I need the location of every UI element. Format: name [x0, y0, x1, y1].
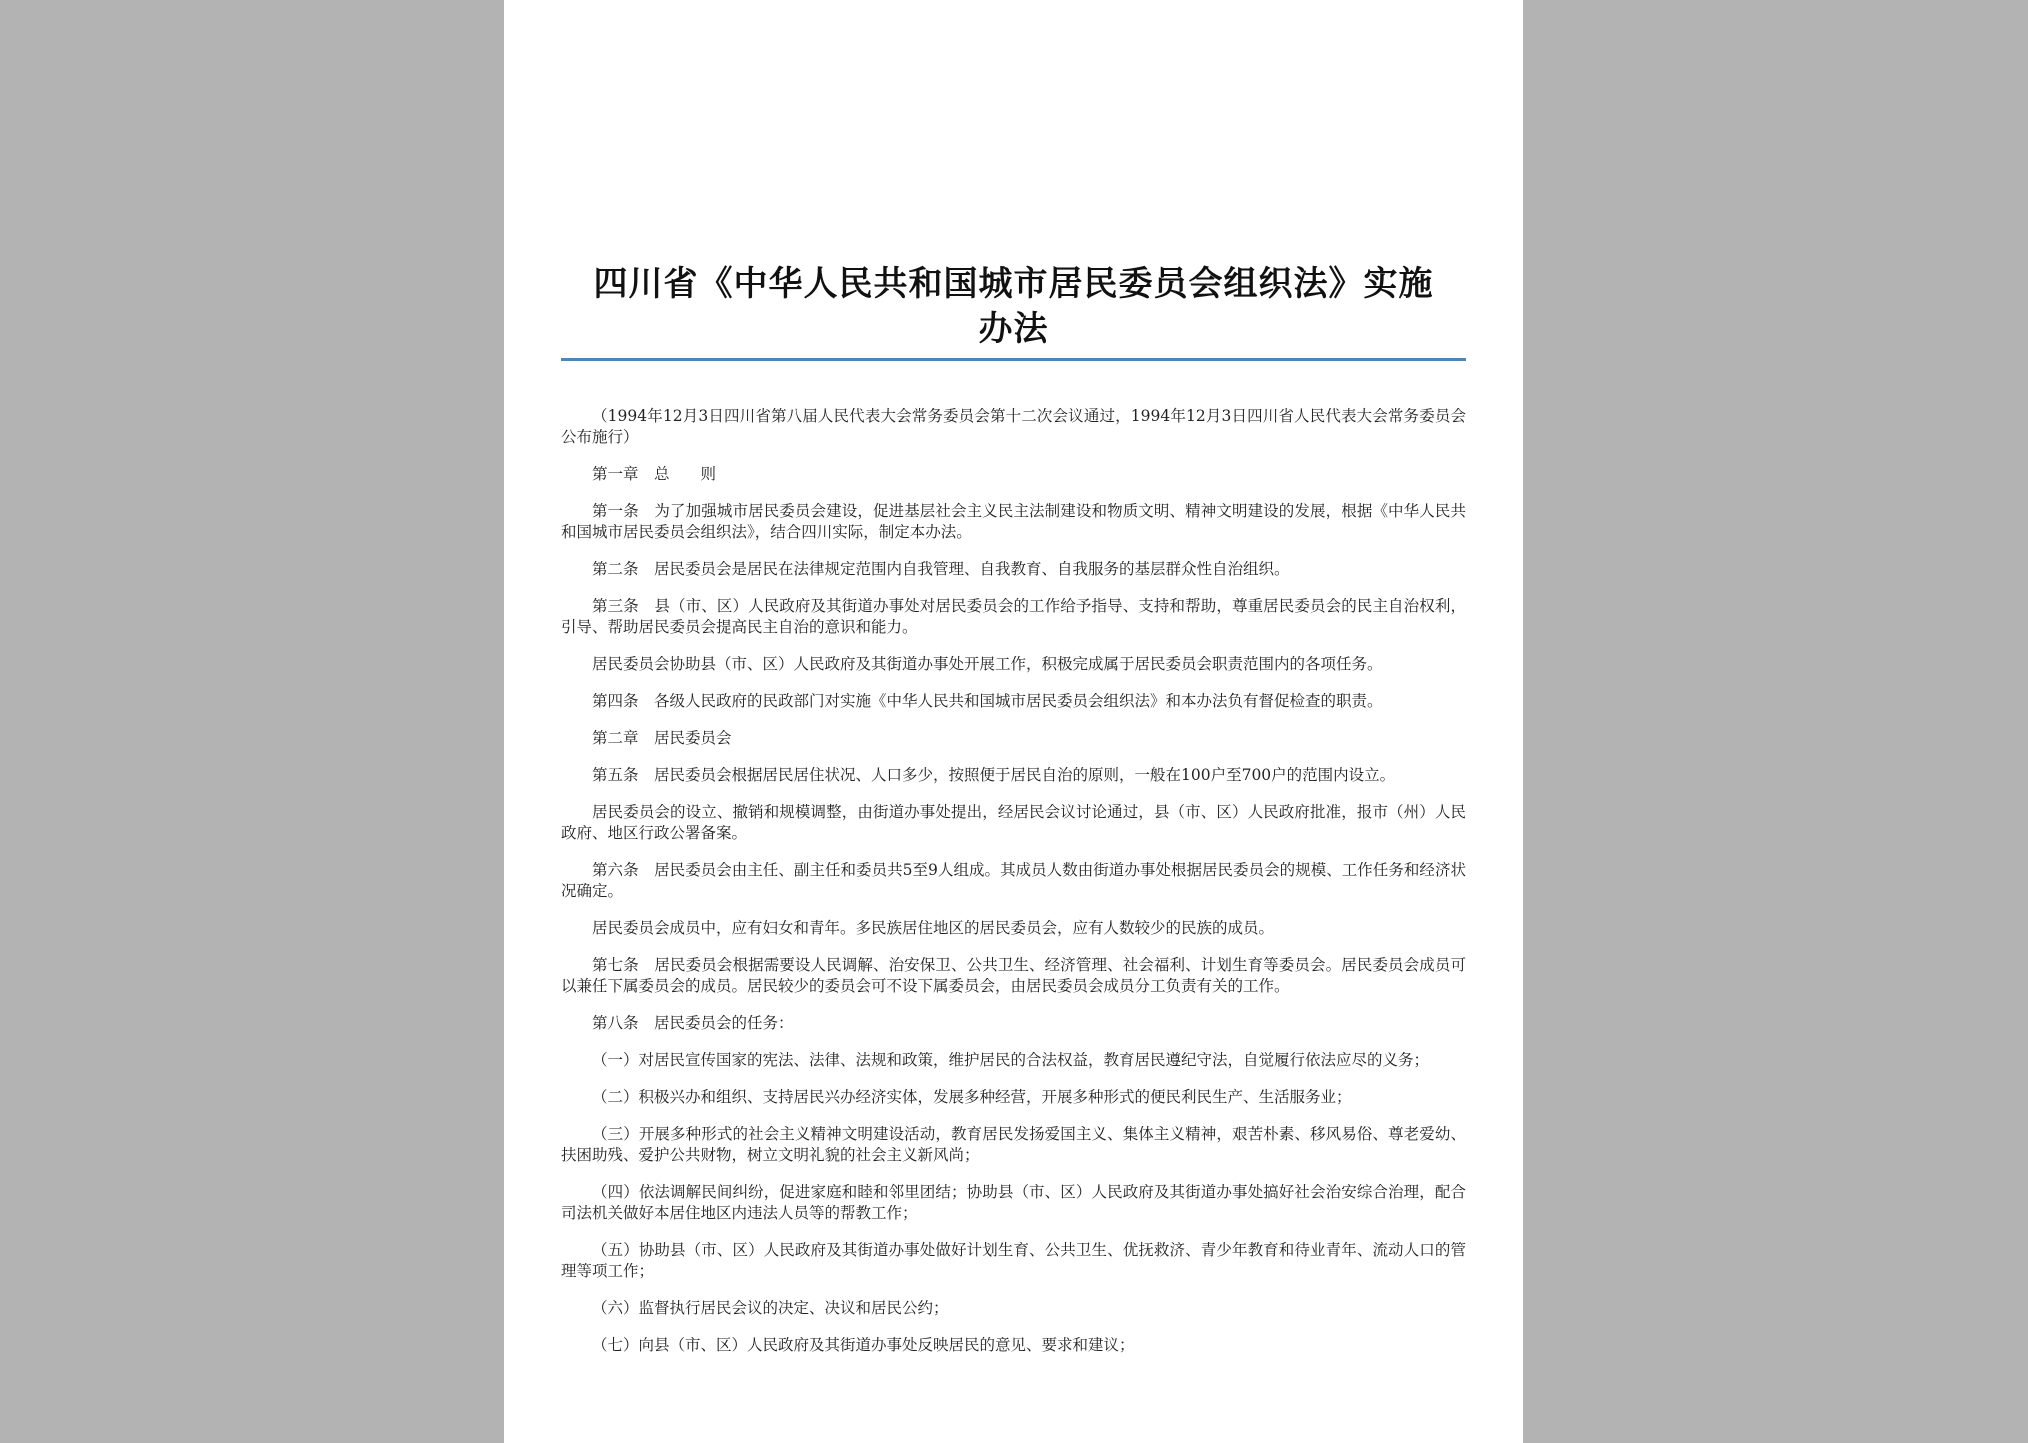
enactment-note: （1994年12月3日四川省第八届人民代表大会常务委员会第十二次会议通过，1994年12月3日四川省人民代表大会常务委员会公布施行） — [561, 407, 1466, 446]
task-item: （二）积极兴办和组织、支持居民兴办经济实体，发展多种经营，开展多种形式的便民利民生产、生活服务业； — [592, 1088, 1352, 1106]
task-item: （五）协助县（市、区）人民政府及其街道办事处做好计划生育、公共卫生、优抚救济、青少年教育和待业青年、流动人口的管理等项工作； — [561, 1241, 1466, 1280]
document-page — [504, 0, 1523, 1443]
title-line-1: 四川省《中华人民共和国城市居民委员会组织法》实施 — [593, 264, 1434, 304]
document-body — [561, 406, 1466, 1372]
article-paragraph: 第六条 居民委员会由主任、副主任和委员共5至9人组成。其成员人数由街道办事处根据居民委员会的规模、工作任务和经济状况确定。 — [561, 861, 1466, 900]
article-paragraph: 第七条 居民委员会根据需要设人民调解、治安保卫、公共卫生、经济管理、社会福利、计划生育等委员会。居民委员会成员可以兼任下属委员会的成员。居民较少的委员会可不设下属委员会，由居民委员会成员分工负责有关的工作。 — [561, 956, 1466, 995]
article-paragraph: 居民委员会的设立、撤销和规模调整，由街道办事处提出，经居民会议讨论通过，县（市、区）人民政府批准，报市（州）人民政府、地区行政公署备案。 — [561, 803, 1466, 842]
title-divider — [561, 358, 1466, 361]
article-paragraph: 第八条 居民委员会的任务： — [592, 1014, 794, 1032]
article-paragraph: 第四条 各级人民政府的民政部门对实施《中华人民共和国城市居民委员会组织法》和本办法负有督促检查的职责。 — [592, 692, 1383, 710]
task-item: （七）向县（市、区）人民政府及其街道办事处反映居民的意见、要求和建议； — [592, 1336, 1135, 1354]
task-item: （三）开展多种形式的社会主义精神文明建设活动，教育居民发扬爱国主义、集体主义精神，艰苦朴素、移风易俗、尊老爱幼、扶困助残、爱护公共财物，树立文明礼貌的社会主义新风尚； — [561, 1125, 1466, 1164]
article-paragraph: 居民委员会协助县（市、区）人民政府及其街道办事处开展工作，积极完成属于居民委员会职责范围内的各项任务。 — [592, 655, 1383, 673]
task-item: （四）依法调解民间纠纷，促进家庭和睦和邻里团结；协助县（市、区）人民政府及其街道办事处搞好社会治安综合治理，配合司法机关做好本居住地区内违法人员等的帮教工作； — [561, 1183, 1466, 1222]
article-paragraph: 第三条 县（市、区）人民政府及其街道办事处对居民委员会的工作给予指导、支持和帮助，尊重居民委员会的民主自治权利，引导、帮助居民委员会提高民主自治的意识和能力。 — [561, 597, 1466, 636]
chapter-heading: 第二章 居民委员会 — [592, 729, 732, 747]
article-paragraph: 居民委员会成员中，应有妇女和青年。多民族居住地区的居民委员会，应有人数较少的民族的成员。 — [592, 919, 1275, 937]
chapter-heading: 第一章 总 则 — [592, 465, 717, 483]
article-paragraph: 第一条 为了加强城市居民委员会建设，促进基层社会主义民主法制建设和物质文明、精神文明建设的发展，根据《中华人民共和国城市居民委员会组织法》，结合四川实际，制定本办法。 — [561, 502, 1466, 541]
document-title — [561, 262, 1466, 352]
article-paragraph: 第二条 居民委员会是居民在法律规定范围内自我管理、自我教育、自我服务的基层群众性自治组织。 — [592, 560, 1290, 578]
title-line-2: 办法 — [978, 309, 1049, 349]
task-item: （六）监督执行居民会议的决定、决议和居民公约； — [592, 1299, 949, 1317]
article-paragraph: 第五条 居民委员会根据居民居住状况、人口多少，按照便于居民自治的原则，一般在100户至700户的范围内设立。 — [592, 766, 1396, 784]
task-item: （一）对居民宣传国家的宪法、法律、法规和政策，维护居民的合法权益，教育居民遵纪守法，自觉履行依法应尽的义务； — [592, 1051, 1430, 1069]
